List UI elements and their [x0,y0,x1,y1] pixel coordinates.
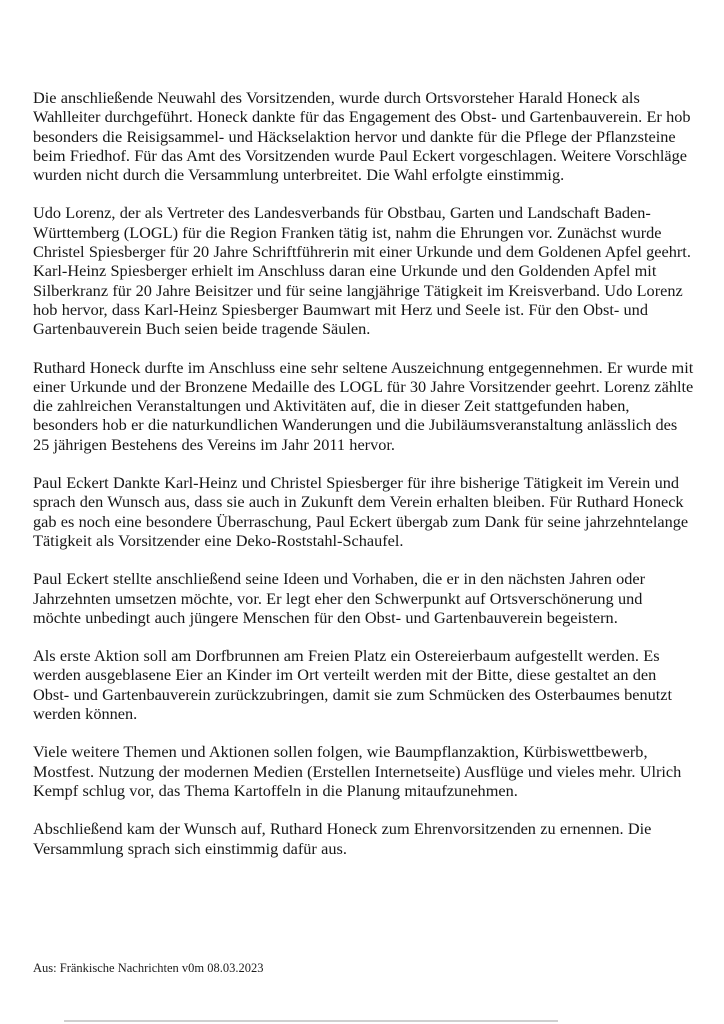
scan-artifact-line [64,1020,558,1022]
paragraph: Die anschließende Neuwahl des Vorsitzenden, wurde durch Ortsvorsteher Harald Honeck als Wahlleiter durchgeführt. Honeck dankte für das Engagement des Obst- und Gartenbauverein. Er hob besonders die Reisigsammel- und Häckselaktion hervor und dankte für die Pflege der Pflanzsteine beim Friedhof. Für das Amt des Vorsitzenden wurde Paul Eckert vorgeschlagen. Weitere Vorschläge wurden nicht durch die Versammlung unterbreitet. Die Wahl erfolgte einstimmig. [33,88,691,185]
paragraph: Abschließend kam der Wunsch auf, Ruthard Honeck zum Ehrenvorsitzenden zu ernennen. Die Versammlung sprach sich einstimmig dafür aus. [33,819,652,858]
source-attribution: Aus: Fränkische Nachrichten v0m 08.03.2023 [33,961,264,975]
paragraph: Viele weitere Themen und Aktionen sollen folgen, wie Baumpflanzaktion, Kürbiswettbewerb, Mostfest. Nutzung der modernen Medien (Erstellen Internetseite) Ausflüge und vieles mehr. Ulrich Kempf schlug vor, das Thema Kartoffeln in die Planung mitaufzunehmen. [33,742,682,800]
paragraph: Udo Lorenz, der als Vertreter des Landesverbands für Obstbau, Garten und Landschaft Baden-Württemberg (LOGL) für die Region Franken tätig ist, nahm die Ehrungen vor. Zunächst wurde Christel Spiesberger für 20 Jahre Schriftführerin mit einer Urkunde und dem Goldenen Apfel geehrt. Karl-Heinz Spiesberger erhielt im Anschluss daran eine Urkunde und den Goldenden Apfel mit Silberkranz für 20 Jahre Beisitzer und für seine langjährige Tätigkeit im Kreisverband. Udo Lorenz hob hervor, dass Karl-Heinz Spiesberger Baumwart mit Herz und Seele ist. Für den Obst- und Gartenbauverein Buch seien beide tragende Säulen. [33,203,691,339]
paragraph: Ruthard Honeck durfte im Anschluss eine sehr seltene Auszeichnung entgegennehmen. Er wurde mit einer Urkunde und der Bronzene Medaille des LOGL für 30 Jahre Vorsitzender geehrt. Lorenz zählte die zahlreichen Veranstaltungen und Aktivitäten auf, die in dieser Zeit stattgefunden haben, besonders hob er die naturkundlichen Wanderungen und die Jubiläumsveranstaltung anlässlich des 25 jährigen Bestehens des Vereins im Jahr 2011 hervor. [33,357,694,454]
article-body [33,88,694,877]
paragraph: Paul Eckert Dankte Karl-Heinz und Christel Spiesberger für ihre bisherige Tätigkeit im Verein und sprach den Wunsch aus, dass sie auch in Zukunft dem Verein erhalten bleiben. Für Ruthard Honeck gab es noch eine besondere Überraschung, Paul Eckert übergab zum Dank für seine jahrzehntelange Tätigkeit als Vorsitzender eine Deko-Roststahl-Schaufel. [33,473,689,550]
paragraph: Paul Eckert stellte anschließend seine Ideen und Vorhaben, die er in den nächsten Jahren oder Jahrzehnten umsetzen möchte, vor. Er legt eher den Schwerpunkt auf Ortsverschönerung und möchte unbedingt auch jüngere Menschen für den Obst- und Gartenbauverein begeistern. [33,569,646,627]
paragraph: Als erste Aktion soll am Dorfbrunnen am Freien Platz ein Ostereierbaum aufgestellt werden. Es werden ausgeblasene Eier an Kinder im Ort verteilt werden mit der Bitte, diese gestaltet an den Obst- und Gartenbauverein zurückzubringen, damit sie zum Schmücken des Osterbaumes benutzt werden können. [33,646,673,724]
